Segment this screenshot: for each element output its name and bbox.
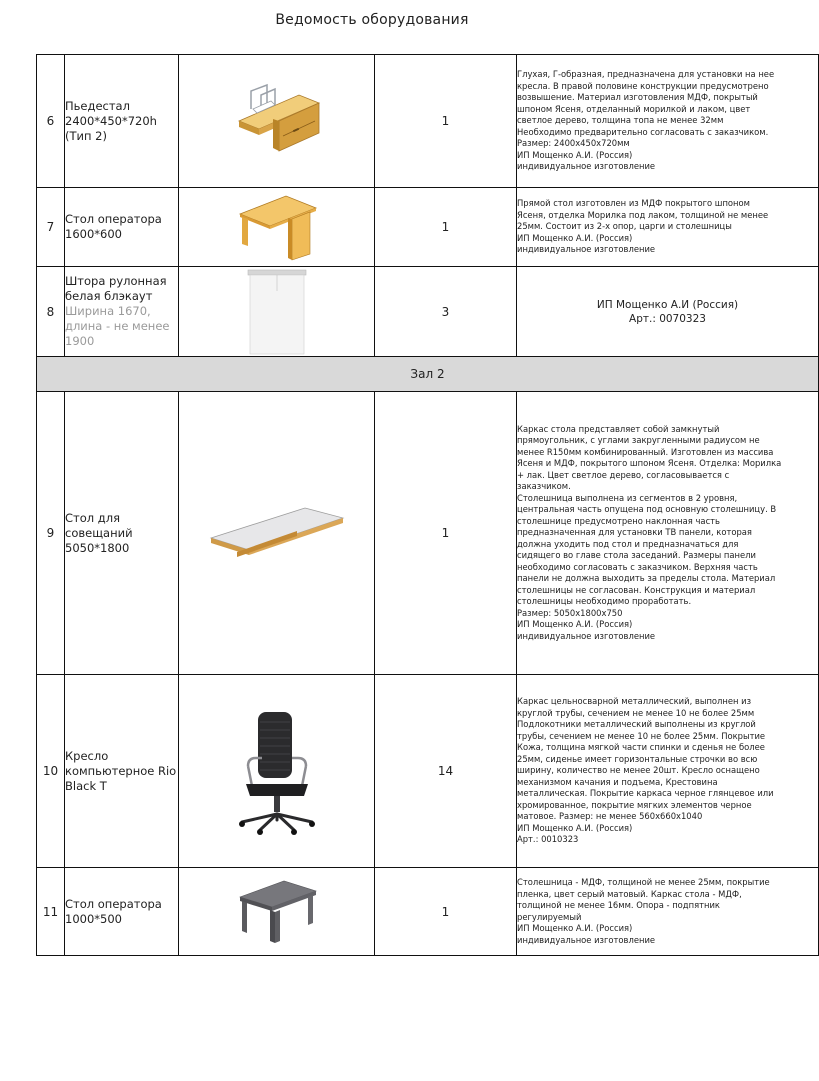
desc-line: Необходимо предварительно согласовать с заказчиком. [517, 126, 769, 137]
desc-line: ИП Мощенко А.И. (Россия) [517, 923, 633, 933]
row-number: 7 [37, 188, 65, 267]
office-chair-icon [232, 706, 322, 836]
desc-line: ИП Мощенко А.И (Россия) [596, 298, 739, 311]
table-row [37, 55, 819, 188]
table-row [37, 188, 819, 267]
desc-line: 25мм. Состоит из 2-х опор, царги и столешницы [517, 221, 732, 232]
item-quantity: 3 [375, 267, 517, 357]
desc-line: должна уходить под стол и предназначаться для [517, 538, 739, 549]
row-number: 6 [37, 55, 65, 188]
desc-line: толщиной не менее 16мм. Опора - подпятник [517, 900, 720, 910]
item-name: Стол оператора 1600*600 [65, 188, 179, 267]
row-number: 10 [37, 675, 65, 868]
desc-line: Кожа, толщина мягкой части спинки и сденья не более [517, 742, 765, 753]
item-description [517, 267, 819, 357]
page-title: Ведомость оборудования [275, 12, 469, 28]
desc-line: Глухая, Г-образная, предназначена для установки на нее [517, 69, 775, 80]
desc-line: панели не должна выходить за пределы стола. Материал [517, 573, 776, 584]
item-quantity: 1 [375, 55, 517, 188]
desc-line: механизмом качания и подъема, Крестовина [517, 776, 718, 787]
desc-line: Каркас цельносварной металлический, выполнен из [517, 696, 752, 707]
table-row [37, 868, 819, 956]
section-title: Зал 2 [37, 357, 819, 392]
desc-line: возвышение. Материал изготовления МДФ, покрытый [517, 92, 758, 103]
desc-line: Арт.: 0070323 [629, 312, 706, 325]
desc-line: ИП Мощенко А.И. (Россия) [517, 619, 633, 630]
desc-line: сидящего во главе стола заседаний. Размеры панели [517, 550, 756, 561]
desc-line: ИП Мощенко А.И. (Россия) [517, 149, 633, 160]
item-name [65, 267, 179, 357]
item-name-dimensions: Ширина 1670, длина - не менее 1900 [65, 304, 170, 348]
item-description [517, 55, 819, 188]
desc-line: предназначенная для установки ТВ панели, которая [517, 527, 752, 538]
section-header [37, 357, 819, 392]
row-number: 11 [37, 868, 65, 956]
item-description [517, 868, 819, 956]
item-quantity: 1 [375, 392, 517, 675]
desc-line: заказчиком. [517, 481, 571, 492]
desc-line: ширину, количество не менее 20шт. Кресло оснащено [517, 765, 760, 776]
desc-line: Каркас стола представляет собой замкнутый [517, 423, 720, 434]
desc-line: столешнице предусмотрено наклонная часть [517, 515, 720, 526]
desc-line: необходимо согласовать с заказчиком. Верхняя часть [517, 561, 758, 572]
desc-line: индивидуальное изготовление [517, 244, 656, 255]
table-row [37, 392, 819, 675]
item-name: Пьедестал 2400*450*720h (Тип 2) [65, 55, 179, 188]
desc-line: матовое. Размер: не менее 560x660x1040 [517, 811, 703, 822]
desc-line: + лак. Цвет светлое дерево, согласовывается с [517, 469, 730, 480]
desc-line: столешницы не согласован. Конструкция и материал [517, 584, 756, 595]
desc-line: Арт.: 0010323 [517, 834, 579, 845]
desc-line: центральная часть опущена под основную столешницу. В [517, 504, 777, 515]
item-name: Стол для совещаний 5050*1800 [65, 392, 179, 675]
desc-line: индивидуальное изготовление [517, 630, 656, 641]
desc-line: Прямой стол изготовлен из МДФ покрытого шпоном [517, 198, 750, 209]
desc-line: металлическая. Покрытие каркаса черное глянцевое или [517, 788, 774, 799]
desc-line: трубы, сечением не менее 10 не более 25мм. Покрытие [517, 730, 766, 741]
desc-line: Столешница выполнена из сегментов в 2 уровня, [517, 492, 738, 503]
desc-line: индивидуальное изготовление [517, 934, 656, 945]
table-row [37, 267, 819, 357]
desc-line: ИП Мощенко А.И. (Россия) [517, 232, 633, 243]
item-description [517, 188, 819, 267]
item-image [179, 868, 375, 956]
desc-line: Размер: 2400x450x720мм [517, 138, 630, 149]
pedestal-desk-icon [227, 81, 327, 161]
item-quantity: 1 [375, 188, 517, 267]
item-name: Кресло компьютерное Rio Black T [65, 675, 179, 868]
item-quantity: 14 [375, 675, 517, 868]
desc-line: кресла. В правой половине конструкции предусмотрено [517, 80, 769, 91]
item-image [179, 675, 375, 868]
item-quantity: 1 [375, 868, 517, 956]
desc-line: шпоном Ясеня, отделанный морилкой и лаком, цвет [517, 103, 751, 114]
desc-line: хромированное, покрытие мягких элементов черное [517, 799, 752, 810]
grey-desk-icon [234, 877, 320, 947]
row-number: 9 [37, 392, 65, 675]
desc-line: прямоугольник, с углами закругленными радиусом не [517, 435, 760, 446]
roller-blind-icon [247, 269, 307, 355]
desc-line: Размер: 5050x1800x750 [517, 607, 623, 618]
desc-line: индивидуальное изготовление [517, 161, 656, 172]
item-name-main: Штора рулонная белая блэкаут [65, 274, 167, 303]
desc-line: менее R150мм комбинированный. Изготовлен из массива [517, 446, 774, 457]
item-name: Стол оператора 1000*500 [65, 868, 179, 956]
desc-line: 25мм, сиденье имеет горизонтальные строчки во всю [517, 753, 758, 764]
equipment-table [36, 54, 819, 956]
item-image [179, 55, 375, 188]
table-row [37, 675, 819, 868]
item-description [517, 675, 819, 868]
desc-line: Столешница - МДФ, толщиной не менее 25мм, покрытие [517, 877, 770, 887]
desc-line: регулируемый [517, 911, 582, 922]
desc-line: Ясеня, отделка Морилка под лаком, толщиной не менее [517, 209, 769, 220]
item-description [517, 392, 819, 675]
desc-line: пленка, цвет серый матовый. Каркас стола - МДФ, [517, 888, 742, 899]
item-image [179, 392, 375, 675]
desc-line: ИП Мощенко А.И. (Россия) [517, 822, 633, 833]
item-image [179, 267, 375, 357]
desc-line: круглой трубы, сечением не менее 10 не более 25мм [517, 707, 755, 718]
desc-line: Ясеня и МДФ, покрытого шпоном Ясеня. Отделка: Морилка [517, 458, 782, 469]
conference-table-icon [207, 498, 347, 568]
operator-desk-icon [232, 192, 322, 262]
desc-line: Подлокотники металлический выполнены из круглой [517, 719, 756, 730]
item-image [179, 188, 375, 267]
row-number: 8 [37, 267, 65, 357]
desc-line: светлое дерево, толщина топа не менее 32мм [517, 115, 724, 126]
desc-line: столешницы необходимо проработать. [517, 596, 692, 607]
